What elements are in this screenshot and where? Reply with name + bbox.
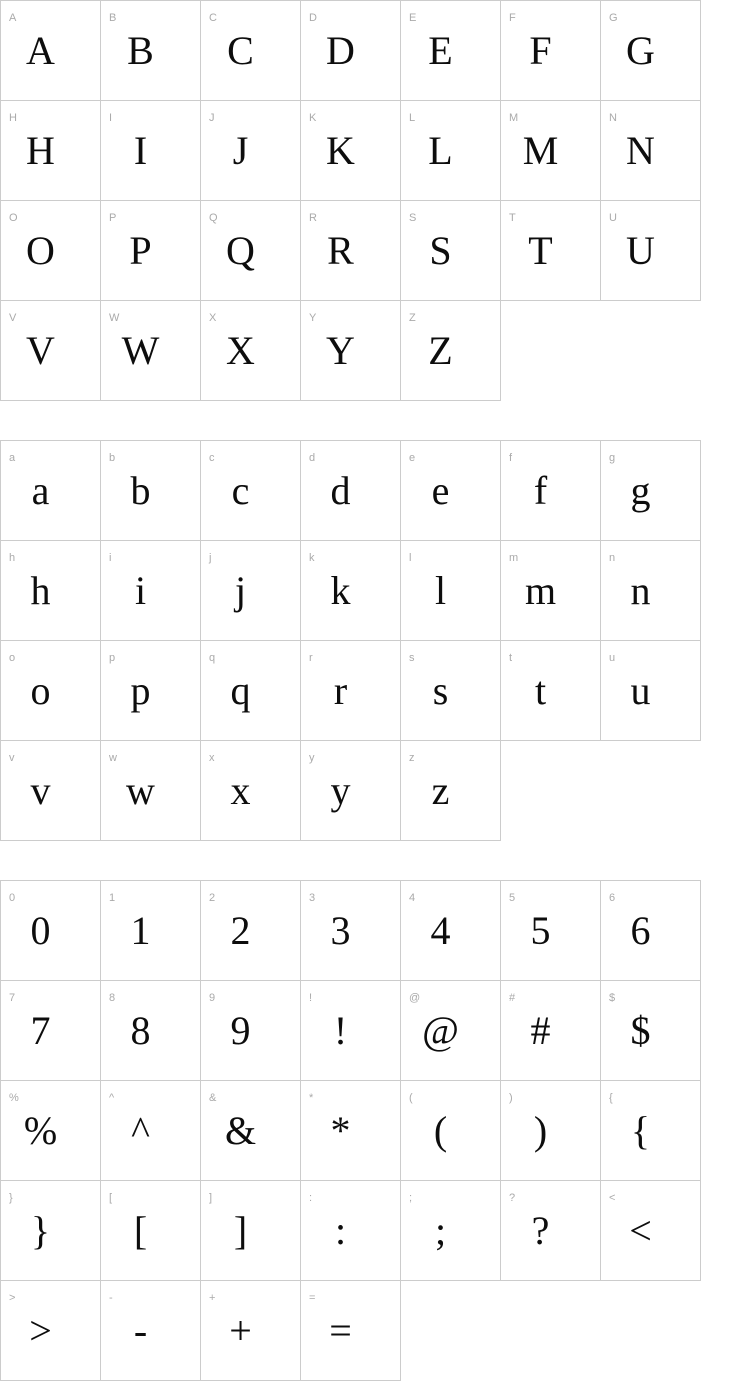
glyph-corner-label: : xyxy=(309,1192,313,1204)
glyph-cell xyxy=(0,540,101,641)
glyph-cell xyxy=(100,440,201,541)
glyph-large: 0 xyxy=(30,908,51,953)
glyph-large: p xyxy=(130,668,151,713)
glyph-cell xyxy=(300,1180,401,1281)
glyph-cell xyxy=(400,100,501,201)
glyph-large: V xyxy=(26,328,55,373)
glyph-large: F xyxy=(529,28,552,73)
glyph-corner-label: R xyxy=(309,212,317,224)
glyph-cell xyxy=(500,980,601,1081)
glyph-corner-label: 3 xyxy=(309,892,316,904)
glyph-large: I xyxy=(133,128,148,173)
glyph-corner-label: { xyxy=(609,1092,613,1104)
glyph-large: C xyxy=(227,28,254,73)
glyph-corner-label: p xyxy=(109,652,116,664)
glyph-large: ) xyxy=(533,1108,548,1153)
glyph-cell xyxy=(400,440,501,541)
glyph-large: J xyxy=(232,128,249,173)
glyph-cell xyxy=(500,0,601,101)
glyph-cell xyxy=(400,1180,501,1281)
glyph-corner-label: l xyxy=(409,552,412,564)
glyph-large: D xyxy=(326,28,355,73)
glyph-large: q xyxy=(230,668,251,713)
glyph-cell xyxy=(500,540,601,641)
glyph-large: R xyxy=(327,228,354,273)
glyph-large: 8 xyxy=(130,1008,151,1053)
glyph-corner-label: j xyxy=(209,552,212,564)
glyph-corner-label: 9 xyxy=(209,992,216,1004)
glyph-large: h xyxy=(30,568,51,613)
glyph-corner-label: o xyxy=(9,652,16,664)
glyph-cell xyxy=(100,880,201,981)
glyph-large: 2 xyxy=(230,908,251,953)
glyph-corner-label: 8 xyxy=(109,992,116,1004)
glyph-large: ( xyxy=(433,1108,448,1153)
glyph-corner-label: D xyxy=(309,12,317,24)
glyph-large: ! xyxy=(333,1008,348,1053)
glyph-large: [ xyxy=(133,1208,148,1253)
glyph-cell xyxy=(0,200,101,301)
glyph-cell xyxy=(200,740,301,841)
glyph-cell xyxy=(300,640,401,741)
glyph-cell xyxy=(300,300,401,401)
glyph-corner-label: C xyxy=(209,12,217,24)
glyph-cell xyxy=(300,540,401,641)
table-row xyxy=(0,880,740,981)
glyph-cell xyxy=(200,200,301,301)
glyph-corner-label: x xyxy=(209,752,215,764)
glyph-large: > xyxy=(29,1308,52,1353)
glyph-cell xyxy=(600,440,701,541)
glyph-corner-label: * xyxy=(309,1092,314,1104)
table-row xyxy=(0,100,740,201)
glyph-corner-label: Q xyxy=(209,212,218,224)
glyph-large: Z xyxy=(428,328,453,373)
glyph-cell xyxy=(200,880,301,981)
table-row xyxy=(0,200,740,301)
glyph-corner-label: g xyxy=(609,452,616,464)
glyph-large: + xyxy=(229,1308,252,1353)
glyph-cell xyxy=(100,980,201,1081)
table-row xyxy=(0,0,740,101)
glyph-corner-label: # xyxy=(509,992,516,1004)
glyph-corner-label: h xyxy=(9,552,16,564)
glyph-corner-label: f xyxy=(509,452,513,464)
glyph-corner-label: G xyxy=(609,12,618,24)
glyph-corner-label: U xyxy=(609,212,617,224)
glyph-large: 5 xyxy=(530,908,551,953)
glyph-large: ; xyxy=(434,1208,447,1253)
glyph-corner-label: ^ xyxy=(109,1092,115,1104)
glyph-cell xyxy=(600,540,701,641)
glyph-large: d xyxy=(330,468,351,513)
glyph-corner-label: t xyxy=(509,652,513,664)
glyph-cell xyxy=(100,640,201,741)
glyph-corner-label: V xyxy=(9,312,17,324)
glyph-cell xyxy=(200,540,301,641)
glyph-cell xyxy=(500,100,601,201)
glyph-corner-label: ? xyxy=(509,1192,516,1204)
table-row xyxy=(0,1280,740,1381)
table-row xyxy=(0,1080,740,1181)
glyph-cell xyxy=(400,740,501,841)
glyph-corner-label: T xyxy=(509,212,516,224)
glyph-corner-label: S xyxy=(409,212,417,224)
glyph-large: $ xyxy=(630,1008,651,1053)
glyph-corner-label: 1 xyxy=(109,892,116,904)
glyph-cell xyxy=(200,1180,301,1281)
glyph-corner-label: ( xyxy=(409,1092,413,1104)
glyph-corner-label: < xyxy=(609,1192,616,1204)
glyph-large: n xyxy=(630,568,651,613)
glyph-cell xyxy=(400,640,501,741)
table-row xyxy=(0,980,740,1081)
glyph-corner-label: N xyxy=(609,112,617,124)
glyph-cell xyxy=(400,880,501,981)
glyph-large: H xyxy=(26,128,55,173)
glyph-cell xyxy=(200,0,301,101)
glyph-large: O xyxy=(26,228,55,273)
glyph-large: w xyxy=(126,768,155,813)
glyph-corner-label: > xyxy=(9,1292,16,1304)
glyph-cell xyxy=(0,880,101,981)
glyph-cell xyxy=(500,640,601,741)
glyph-corner-label: k xyxy=(309,552,315,564)
glyph-large: a xyxy=(31,468,50,513)
glyph-corner-label: ! xyxy=(309,992,313,1004)
glyph-large: 6 xyxy=(630,908,651,953)
glyph-large: r xyxy=(333,668,348,713)
glyph-corner-label: r xyxy=(309,652,313,664)
glyph-cell xyxy=(400,1080,501,1181)
glyph-corner-label: } xyxy=(9,1192,13,1204)
glyph-cell xyxy=(0,640,101,741)
glyph-corner-label: + xyxy=(209,1292,216,1304)
glyph-cell xyxy=(200,440,301,541)
glyph-cell xyxy=(0,440,101,541)
glyph-large: & xyxy=(224,1108,257,1153)
glyph-corner-label: F xyxy=(509,12,516,24)
glyph-cell xyxy=(100,300,201,401)
glyph-large: T xyxy=(528,228,553,273)
glyph-large: x xyxy=(230,768,251,813)
glyph-corner-label: i xyxy=(109,552,112,564)
glyph-large: k xyxy=(330,568,351,613)
glyph-corner-label: B xyxy=(109,12,117,24)
glyph-cell xyxy=(100,740,201,841)
glyph-corner-label: n xyxy=(609,552,616,564)
glyph-cell xyxy=(100,200,201,301)
glyph-large: Y xyxy=(326,328,355,373)
glyph-corner-label: 0 xyxy=(9,892,16,904)
glyph-large: X xyxy=(226,328,255,373)
glyph-corner-label: [ xyxy=(109,1192,113,1204)
glyph-cell xyxy=(600,200,701,301)
glyph-large: @ xyxy=(422,1008,459,1053)
glyph-corner-label: 4 xyxy=(409,892,416,904)
glyph-large: B xyxy=(127,28,154,73)
glyph-cell xyxy=(200,300,301,401)
glyph-corner-label: P xyxy=(109,212,117,224)
glyph-cell xyxy=(0,0,101,101)
glyph-large: s xyxy=(432,668,449,713)
glyph-table-digits-symbols xyxy=(0,880,740,1381)
glyph-corner-label: Z xyxy=(409,312,416,324)
glyph-corner-label: % xyxy=(9,1092,19,1104)
glyph-corner-label: K xyxy=(309,112,317,124)
glyph-large: ^ xyxy=(131,1108,150,1153)
glyph-corner-label: q xyxy=(209,652,216,664)
glyph-large: % xyxy=(23,1108,58,1153)
glyph-cell xyxy=(600,880,701,981)
glyph-cell xyxy=(600,1180,701,1281)
glyph-cell xyxy=(200,640,301,741)
glyph-corner-label: O xyxy=(9,212,18,224)
table-row xyxy=(0,540,740,641)
glyph-cell xyxy=(300,980,401,1081)
table-row xyxy=(0,440,740,541)
glyph-cell xyxy=(300,1280,401,1381)
glyph-large: t xyxy=(534,668,547,713)
glyph-cell xyxy=(100,0,201,101)
glyph-large: { xyxy=(630,1108,651,1153)
glyph-corner-label: w xyxy=(109,752,117,764)
glyph-corner-label: W xyxy=(109,312,120,324)
glyph-cell xyxy=(400,540,501,641)
glyph-corner-label: d xyxy=(309,452,316,464)
glyph-corner-label: 5 xyxy=(509,892,516,904)
glyph-cell xyxy=(200,100,301,201)
glyph-cell xyxy=(0,980,101,1081)
glyph-large: U xyxy=(626,228,655,273)
glyph-large: e xyxy=(431,468,450,513)
glyph-cell xyxy=(400,0,501,101)
glyph-cell xyxy=(100,540,201,641)
glyph-corner-label: H xyxy=(9,112,17,124)
glyph-large: z xyxy=(431,768,450,813)
glyph-cell xyxy=(600,640,701,741)
glyph-cell xyxy=(600,0,701,101)
glyph-table-uppercase xyxy=(0,0,740,401)
glyph-corner-label: y xyxy=(309,752,315,764)
glyph-corner-label: 7 xyxy=(9,992,16,1004)
glyph-cell xyxy=(0,100,101,201)
glyph-corner-label: A xyxy=(9,12,17,24)
glyph-corner-label: ) xyxy=(509,1092,513,1104)
glyph-corner-label: 6 xyxy=(609,892,616,904)
glyph-corner-label: z xyxy=(409,752,415,764)
glyph-corner-label: m xyxy=(509,552,519,564)
glyph-corner-label: X xyxy=(209,312,217,324)
glyph-large: o xyxy=(30,668,51,713)
glyph-corner-label: e xyxy=(409,452,416,464)
glyph-large: j xyxy=(234,568,247,613)
glyph-cell xyxy=(0,1280,101,1381)
glyph-large: = xyxy=(329,1308,352,1353)
glyph-large: f xyxy=(533,468,548,513)
glyph-cell xyxy=(300,880,401,981)
glyph-large: v xyxy=(30,768,51,813)
glyph-cell xyxy=(0,740,101,841)
glyph-large: 7 xyxy=(30,1008,51,1053)
glyph-large: } xyxy=(30,1208,51,1253)
glyph-large: b xyxy=(130,468,151,513)
glyph-cell xyxy=(400,300,501,401)
glyph-corner-label: v xyxy=(9,752,15,764)
glyph-large: N xyxy=(626,128,655,173)
glyph-large: l xyxy=(434,568,447,613)
glyph-large: M xyxy=(522,128,559,173)
glyph-cell xyxy=(300,440,401,541)
glyph-large: # xyxy=(530,1008,551,1053)
glyph-cell xyxy=(0,1180,101,1281)
glyph-cell xyxy=(0,1080,101,1181)
glyph-large: G xyxy=(626,28,655,73)
glyph-large: 4 xyxy=(430,908,451,953)
glyph-cell xyxy=(500,440,601,541)
glyph-large: i xyxy=(134,568,147,613)
glyph-corner-label: c xyxy=(209,452,215,464)
glyph-large: * xyxy=(330,1108,351,1153)
glyph-large: ] xyxy=(233,1208,248,1253)
glyph-large: - xyxy=(133,1308,148,1353)
glyph-cell xyxy=(300,0,401,101)
glyph-large: c xyxy=(231,468,250,513)
glyph-corner-label: ; xyxy=(409,1192,413,1204)
glyph-large: Q xyxy=(226,228,255,273)
table-row xyxy=(0,740,740,841)
glyph-large: : xyxy=(334,1208,347,1253)
glyph-corner-label: @ xyxy=(409,992,421,1004)
glyph-large: 1 xyxy=(130,908,151,953)
glyph-cell xyxy=(100,1280,201,1381)
glyph-large: ? xyxy=(531,1208,550,1253)
glyph-corner-label: 2 xyxy=(209,892,216,904)
glyph-large: K xyxy=(326,128,355,173)
glyph-cell xyxy=(300,1080,401,1181)
glyph-corner-label: I xyxy=(109,112,113,124)
glyph-cell xyxy=(100,1080,201,1181)
glyph-cell xyxy=(200,1080,301,1181)
glyph-corner-label: M xyxy=(509,112,519,124)
glyph-large: m xyxy=(524,568,557,613)
glyph-large: E xyxy=(428,28,453,73)
glyph-large: 3 xyxy=(330,908,351,953)
glyph-cell xyxy=(100,100,201,201)
glyph-cell xyxy=(500,200,601,301)
glyph-cell xyxy=(400,200,501,301)
glyph-large: y xyxy=(330,768,351,813)
table-row xyxy=(0,300,740,401)
glyph-cell xyxy=(600,980,701,1081)
glyph-corner-label: s xyxy=(409,652,415,664)
glyph-cell xyxy=(100,1180,201,1281)
glyph-cell xyxy=(300,740,401,841)
glyph-corner-label: = xyxy=(309,1292,316,1304)
glyph-cell xyxy=(200,1280,301,1381)
glyph-cell xyxy=(200,980,301,1081)
glyph-cell xyxy=(500,880,601,981)
glyph-cell xyxy=(500,1080,601,1181)
glyph-corner-label: Y xyxy=(309,312,317,324)
glyph-table-lowercase xyxy=(0,440,740,841)
glyph-corner-label: b xyxy=(109,452,116,464)
glyph-large: A xyxy=(26,28,55,73)
glyph-large: < xyxy=(629,1208,652,1253)
glyph-corner-label: ] xyxy=(209,1192,213,1204)
glyph-corner-label: L xyxy=(409,112,416,124)
glyph-large: u xyxy=(630,668,651,713)
glyph-cell xyxy=(300,100,401,201)
glyph-large: g xyxy=(630,468,651,513)
glyph-large: S xyxy=(429,228,452,273)
glyph-cell xyxy=(600,1080,701,1181)
glyph-large: W xyxy=(121,328,160,373)
glyph-large: P xyxy=(129,228,152,273)
glyph-cell xyxy=(400,980,501,1081)
glyph-corner-label: J xyxy=(209,112,215,124)
glyph-large: 9 xyxy=(230,1008,251,1053)
glyph-corner-label: a xyxy=(9,452,16,464)
glyph-cell xyxy=(600,100,701,201)
table-row xyxy=(0,640,740,741)
glyph-corner-label: u xyxy=(609,652,616,664)
glyph-cell xyxy=(0,300,101,401)
glyph-cell xyxy=(300,200,401,301)
glyph-corner-label: - xyxy=(109,1292,113,1304)
glyph-corner-label: & xyxy=(209,1092,217,1104)
glyph-large: L xyxy=(428,128,453,173)
glyph-corner-label: $ xyxy=(609,992,616,1004)
glyph-corner-label: E xyxy=(409,12,417,24)
table-row xyxy=(0,1180,740,1281)
glyph-cell xyxy=(500,1180,601,1281)
